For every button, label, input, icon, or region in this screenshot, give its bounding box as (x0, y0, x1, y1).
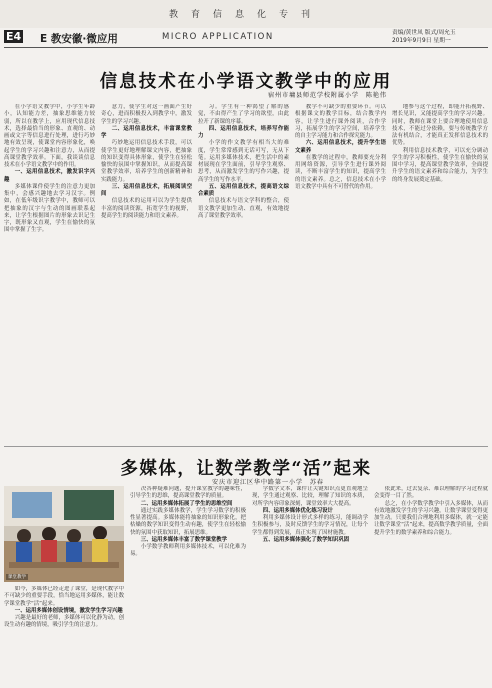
paragraph: 小学的作文教学有相当大的难度，学生常常感到无话可写，无从下笔。运用多媒体技术，把生活中的素材展现在学生面前，引导学生观察、思考，从而激发学生的写作兴趣，提高学生的写作水平。 (198, 140, 289, 183)
page-number (4, 30, 26, 43)
paragraph: 意力，使学生对这一画面产生好奇心，进而积极投入到教学中，激发学生的学习兴趣。 (101, 104, 192, 125)
subheading: 四、运用信息技术，培养写作能力 (198, 125, 289, 139)
band-title: 教育信息化专刊 (168, 10, 323, 20)
paragraph: 地参与这个过程，即能开拓视野、增长见识，又能提高学生的学习兴趣。同时，教师在课堂上要合理地使用信息技术，不能过分依赖，要与传统教学方法有机结合，才能真正发挥信息技术的优势。 (392, 104, 488, 147)
subheading: 六、运用信息技术，提升学生语文素养 (295, 140, 386, 154)
article1-col4 (295, 104, 386, 440)
paragraph: 依此来，过去复杂、难以理解的学习过程就会变得一目了然。 (374, 486, 488, 500)
editor-line: 责编/黄世凤 版式/周允玉 (392, 30, 456, 36)
subheading: 一、运用信息技术，激发识字兴趣 (4, 169, 95, 183)
subheading: 四、运用多媒体优化练习设计 (262, 507, 333, 514)
paragraph: 多媒体课件使学生的注意力更加集中，会感兴趣地去学习汉字。例如，在低年级识字教学中，教师可以把抽象的汉字与生动的图画联系起来，让学生根据图片的形象去识记生字，既形象又直观，学生在愉快的氛围中掌握了生字。 (4, 183, 95, 234)
paragraph: 巧妙地运用信息技术手段，可以使学生更好地理解课文内容，把抽象的知识变得具体形象，使学生在轻松愉快的氛围中掌握知识，从而提高课堂教学效率，培养学生的创新精神和实践能力。 (101, 140, 192, 183)
paragraph: 在小学语文教学中，小学生年龄小，认知能力差，抽象思维能力较弱，所以在教学上，应用现代信息技术，选择最恰当的形象、直观的、动画或文字等信息进行处理，进行巧妙地有效呈现，使课堂内容形象化，唤起学生的学习兴趣和注意力，从而提高课堂教学效率。下面，我谈谈信息技术在小学语文教学中的作用。 (4, 104, 95, 168)
subheading: 一、运用多媒体创设情境，激发学生学习兴趣 (14, 607, 123, 614)
paragraph: 决各种疑难问题，提升课堂教学的趣味性，引导学生的思维，提高课堂教学的质量。 (130, 486, 246, 500)
article2-col2 (130, 486, 246, 684)
article2-col3 (252, 486, 368, 684)
article2-title: 多媒体，让数学教学“活”起来 (120, 459, 372, 479)
section-title: E 教安徽·微应用 (40, 33, 118, 45)
article1-byline: 宿州市墉县师范学校附属小学 陈艳伟 (268, 92, 387, 99)
paragraph: 信息技术的运用可以为学生提供丰富的阅读资源，拓宽学生的视野，提高学生的阅读能力和语文素养。 (101, 198, 192, 219)
subheading: 三、运用多媒体丰富了数学课堂教学 (140, 536, 228, 543)
paragraph: 兴趣是最好的老师，多媒体可以化静为动，创设生动有趣的情境，吸引学生的注意力。 (4, 615, 124, 629)
paragraph: 在教学的过程中，教师要充分利用网络资源，引导学生进行课外阅读，不断丰富学生的知识，提高学生的语文素养。总之，信息技术在小学语文教学中具有不可替代的作用。 (295, 154, 386, 190)
classroom-illustration (4, 486, 124, 582)
paragraph: 总之，在小学数学教学中引入多媒体，从而有效地激发学生的学习兴趣，让数学课堂变得更加生动。只要我们合理地利用多媒体，就一定能让数学课堂“活”起来，提高数学教学质量，全面提升学生的数学素养和综合能力。 (374, 500, 488, 536)
section-title-en: MICRO APPLICATION (162, 32, 274, 42)
subheading: 二、运用多媒体拓展了学生的思维空间 (140, 500, 233, 507)
paragraph: 如今，多媒体已经走进了课堂，是现代教学中不可缺少的重要手段，恰当地运用多媒体，能让数学课堂教学“活”起来。 (4, 586, 124, 607)
classroom-photo (4, 486, 124, 582)
article1-title: 信息技术在小学语文教学中的应用 (99, 72, 393, 92)
page-no: E4 (6, 30, 22, 43)
date-line: 2019年9月9日 星期一 (392, 37, 451, 44)
paragraph: 信息技术与语文学科的整合，使语文教学更加生动、直观，有效地提高了课堂教学效率。 (198, 198, 289, 219)
article2-col4 (374, 486, 488, 684)
photo-caption: 课堂教学 (8, 575, 26, 580)
subheading: 二、运用信息技术，丰富课堂教学 (101, 125, 192, 139)
issue-meta (392, 30, 456, 45)
paragraph: 利用多媒体设计形式多样的练习，能调动学生积极参与，及时反馈学生的学习情况，让每个学生都得到发展，真正实现了因材施教。 (252, 515, 368, 536)
paragraph: 教学不可缺少的重要环节。可以根据课文的教学目标，结合教学内容，让学生进行课外阅读，合作学习，拓展学生的学习空间，培养学生的自主学习能力和合作探究能力。 (295, 104, 386, 139)
subheading: 五、运用信息技术，提高语文综合素质 (198, 183, 289, 197)
article2-byline: 安庆市迎江区华中路第一小学 苏春 (212, 479, 324, 486)
subheading: 三、运用信息技术，拓展阅读空间 (101, 183, 192, 197)
paragraph: 学数学文本，课件让关键知识点更直观地呈现，学生通过观察、比较，理解了知识的本质，对所学内容印象深刻，课堂效率大大提高。 (252, 486, 368, 507)
paragraph: 习。学生有一种渴望了解的感觉，不由得产生了学习的欲望，由此拉开了新课的序幕。 (198, 104, 289, 125)
article1-col1 (4, 104, 95, 440)
article2-col1 (4, 586, 124, 684)
header-rule (4, 47, 488, 48)
subheading: 五、运用多媒体强化了数学知识巩固 (262, 536, 350, 543)
paragraph: 小学数学教师利用多媒体技术，可以化难为易。 (130, 544, 246, 558)
article1-col3 (198, 104, 289, 440)
article1-col5 (392, 104, 488, 440)
article-divider (4, 446, 488, 447)
top-band (0, 0, 492, 28)
paragraph: 通过实践多媒体教学，学生学习数学的积极性显著提高。多媒体能将抽象的知识形象化，把枯燥的数学知识变得生动有趣，使学生在轻松愉快的氛围中获取知识，拓展思维。 (130, 507, 246, 536)
article1-col2 (101, 104, 192, 440)
paragraph: 利用信息技术教学，可以充分调动学生的学习积极性，使学生在愉快的氛围中学习，提高课堂教学效率，全面提升学生的语文素养和综合能力，为学生的终身发展奠定基础。 (392, 147, 488, 183)
